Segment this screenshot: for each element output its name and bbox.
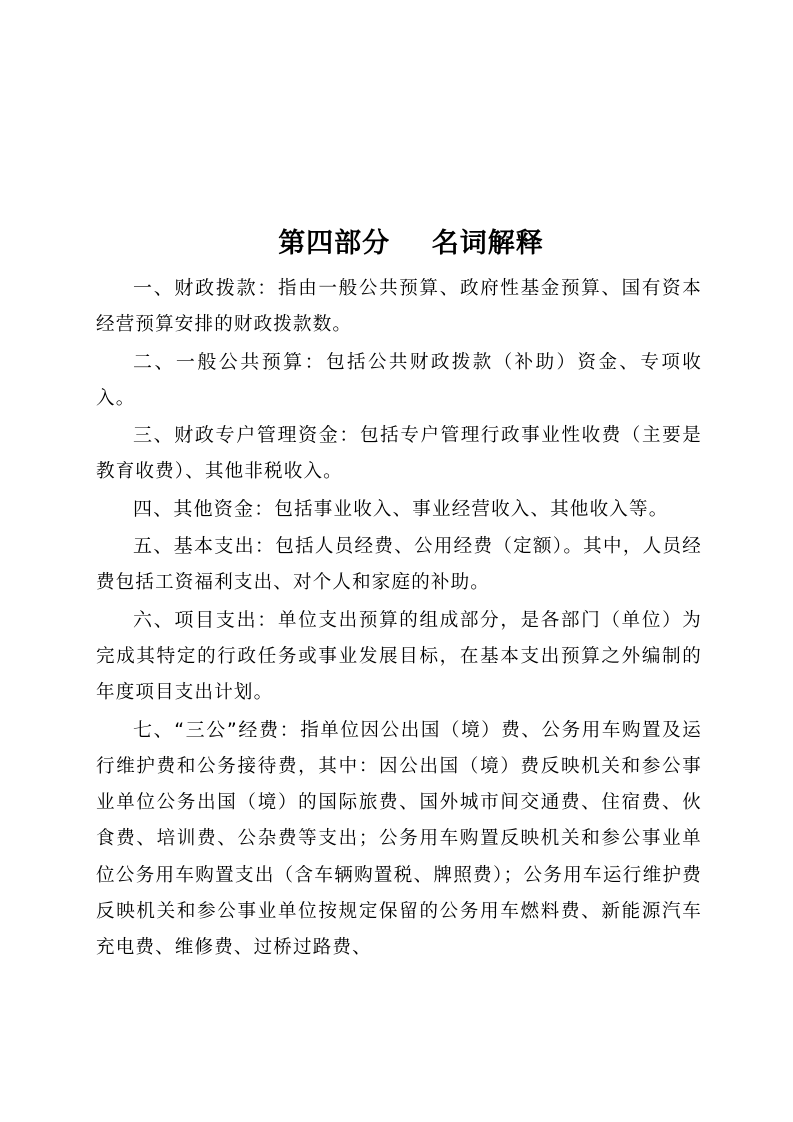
entry-term: 一、财政拨款：	[133, 277, 279, 299]
entry-definition: 包括专户管理行政事业性收费（主要是教育收费）、其他非税收入。	[96, 425, 702, 483]
entry-basic-expenditure	[96, 528, 702, 602]
entry-definition: 包括公共财政拨款（补助）资金、专项收入。	[96, 351, 702, 409]
entry-project-expenditure	[96, 602, 702, 712]
page-title: 第四部分 名词解释	[278, 228, 544, 259]
entry-definition: 包括事业收入、事业经营收入、其他收入等。	[274, 498, 669, 520]
entry-definition: 指单位因公出国（境）费、公务用车购置及运行维护费和公务接待费，其中：因公出国（境）费反映机关和参公事业单位公务出国（境）的国际旅费、国外城市间交通费、住宿费、伙食费、培训费、公杂费等支出；公务用车购置反映机关和参公事业单位公务用车购置支出（含车辆购置税、牌照费）；公务用车运行维护费反映机关和参公事业单位按规定保留的公务用车燃料费、新能源汽车充电费、维修费、过桥过路费、	[96, 719, 702, 959]
entry-term: 二、一般公共预算：	[133, 350, 327, 373]
entry-other-funds	[96, 491, 702, 528]
entry-definition: 包括人员经费、公用经费（定额）。其中，人员经费包括工资福利支出、对个人和家庭的补助。	[96, 536, 702, 594]
entry-term: 五、基本支出：	[133, 535, 276, 558]
entry-term: 七、“三公”经费：	[133, 718, 301, 741]
entry-general-public-budget	[96, 344, 702, 418]
document-page	[96, 222, 702, 967]
entry-term: 六、项目支出：	[133, 608, 279, 631]
entry-definition: 单位支出预算的组成部分，是各部门（单位）为完成其特定的行政任务或事业发展目标，在基本支出预算之外编制的年度项目支出计划。	[96, 609, 703, 704]
entry-term: 四、其他资金：	[133, 497, 275, 520]
entry-three-public-expenses	[96, 712, 702, 967]
entry-definition: 指由一般公共预算、政府性基金预算、国有资本经营预算安排的财政拨款数。	[96, 278, 703, 336]
entry-special-account-funds	[96, 417, 702, 491]
entry-fiscal-appropriation	[96, 270, 702, 344]
entry-term: 三、财政专户管理资金：	[133, 424, 361, 447]
